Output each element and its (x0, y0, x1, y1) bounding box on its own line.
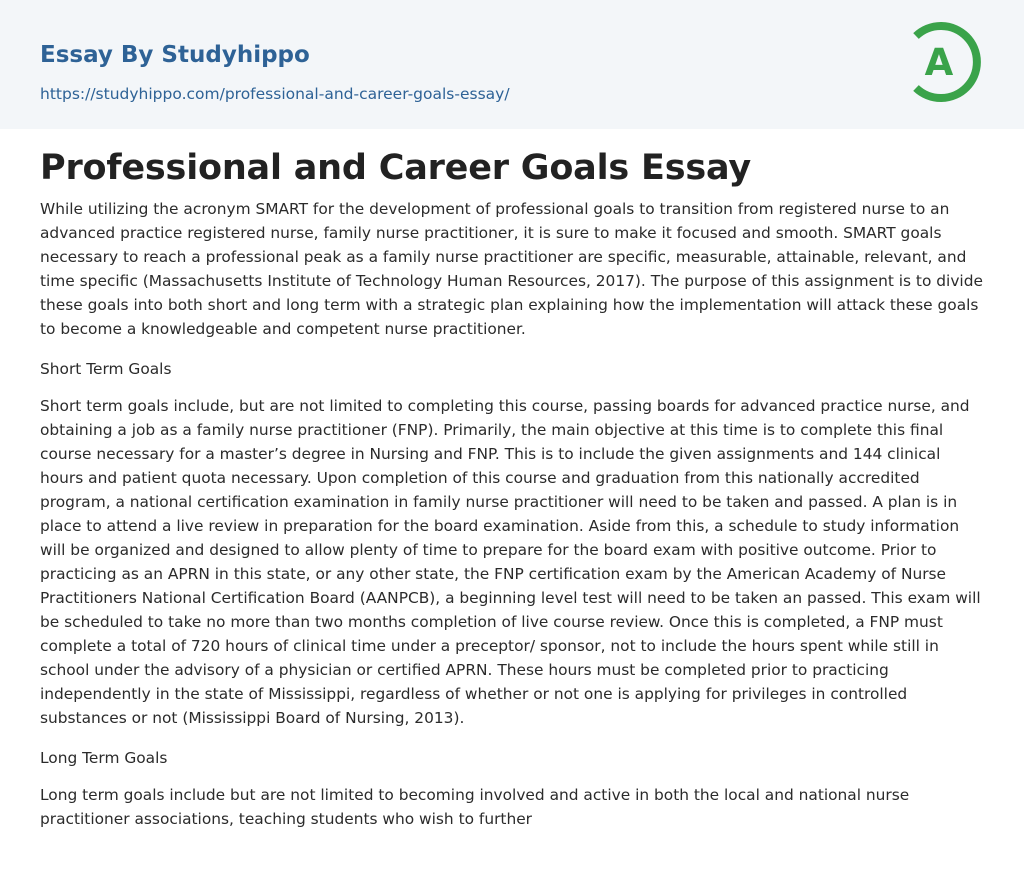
long-term-goals-paragraph: Long term goals include but are not limited to becoming involved and active in both the local and national nurse practitioner associations, teaching students who wish to further (40, 786, 910, 828)
short-term-goals-heading: Short Term Goals (40, 360, 172, 378)
brand-title[interactable]: Essay By Studyhippo (40, 42, 310, 68)
studyhippo-logo-icon[interactable] (906, 18, 990, 106)
source-url-link[interactable]: https://studyhippo.com/professional-and-career-goals-essay/ (40, 85, 510, 103)
logo-letter: A (924, 41, 954, 84)
intro-paragraph: While utilizing the acronym SMART for the development of professional goals to transition from registered nurse to an advanced practice registered nurse, family nurse practitioner, it is sure to make it focused and smooth. SMART goals necessary to reach a professional peak as a family nurse practitioner are specific, measurable, attainable, relevant, and time specific (Massachusetts Institute of Technology Human Resources, 2017). The purpose of this assignment is to divide these goals into both short and long term with a strategic plan explaining how the implementation will attack these goals to become a knowledgeable and competent nurse practitioner. (40, 200, 983, 338)
article (40, 146, 984, 831)
page-title: Professional and Career Goals Essay (40, 148, 751, 188)
site-header (0, 0, 1024, 129)
long-term-goals-heading: Long Term Goals (40, 749, 168, 767)
short-term-goals-paragraph: Short term goals include, but are not limited to completing this course, passing boards for advanced practice nurse, and obtaining a job as a family nurse practitioner (FNP). Primarily, the main objective at this time is to complete this final course necessary for a master’s degree in Nursing and FNP. This is to include the given assignments and 144 clinical hours and patient quota necessary. Upon completion of this course and graduation from this nationally accredited program, a national certification examination in family nurse practitioner will need to be taken and passed. A plan is in place to attend a live review in preparation for the board examination. Aside from this, a schedule to study information will be organized and designed to allow plenty of time to prepare for the board exam with positive outcome. Prior to practicing as an APRN in this state, or any other state, the FNP certification exam by the American Academy of Nurse Practitioners National Certification Board (AANPCB), a beginning level test will need to be taken an passed. This exam will be scheduled to take no more than two months completion of live course review. Once this is completed, a FNP must complete a total of 720 hours of clinical time under a preceptor/ sponsor, not to include the hours spent while still in school under the advisory of a physician or certified APRN. These hours must be completed prior to practicing independently in the state of Mississippi, regardless of whether or not one is applying for privileges in controlled substances or not (Mississippi Board of Nursing, 2013). (40, 397, 981, 727)
